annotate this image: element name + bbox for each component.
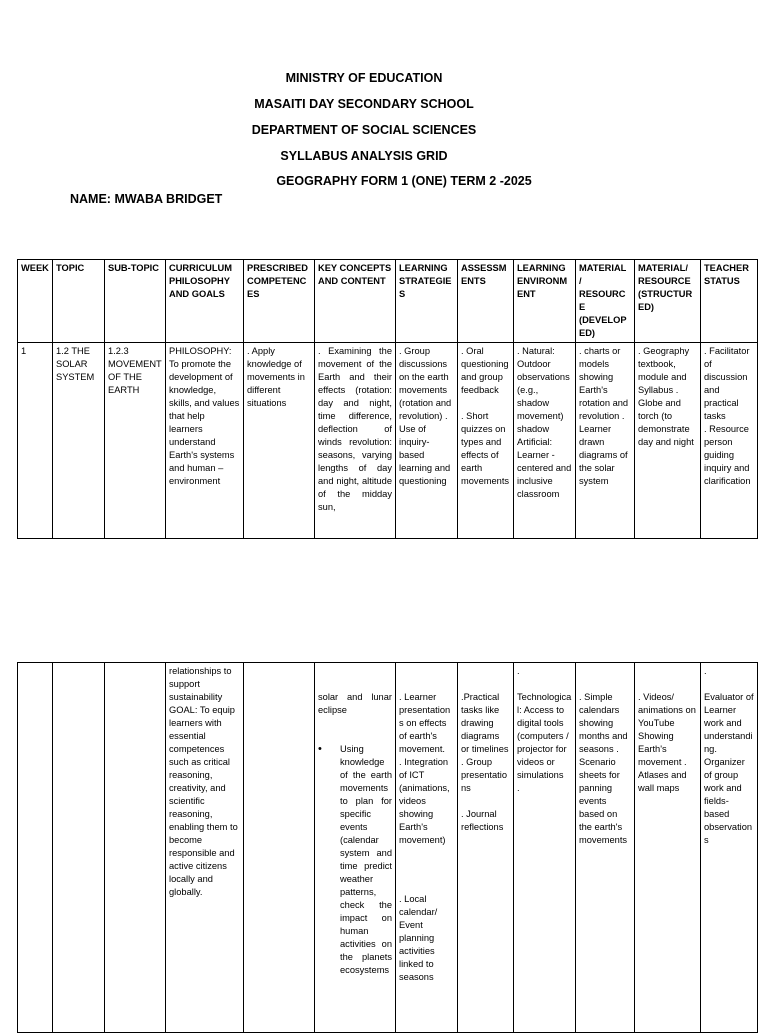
assessment-item: . Short quizzes on types and effects of earth movements bbox=[461, 411, 510, 486]
status-item: Evaluator of Learner work and understanding. Organizer of group work and fields-based observations bbox=[704, 692, 754, 845]
strategy-item: . Local calendar/ Event planning activities linked to seasons bbox=[399, 894, 438, 982]
environment-marker: . bbox=[517, 666, 520, 676]
subtopic-cell bbox=[105, 663, 166, 1033]
status-item: . Facilitator of discussion and practical tasks bbox=[704, 346, 750, 421]
column-header-philosophy: CURRICULUM PHILOSOPHY AND GOALS bbox=[166, 260, 244, 343]
status-cell bbox=[701, 663, 758, 1033]
concept-bullet-text: Using knowledge of the earth movements to plan for specific events (calendar system and time predict weather patterns, check the impact on human activities on the planets ecosystems bbox=[340, 744, 392, 975]
column-header-subtopic: SUB-TOPIC bbox=[105, 260, 166, 343]
concept-item: solar and lunar eclipse bbox=[318, 692, 392, 715]
concepts-cell: . Examining the movement of the Earth and their effects (rotation: day and night, time difference, deflection of winds revolution: seasons, varying lengths of day and night, altitude of the midday sun, bbox=[315, 343, 396, 539]
column-header-competences: PRESCRIBED COMPETENCES bbox=[244, 260, 315, 343]
structured-resource-cell bbox=[635, 663, 701, 1033]
topic-cell bbox=[53, 663, 105, 1033]
column-header-week: WEEK bbox=[18, 260, 53, 343]
developed-resource-item: . Simple calendars showing months and seasons . Scenario sheets for panning events based on the earth's movements bbox=[579, 692, 628, 845]
structured-resource-cell: . Geography textbook, module and Syllabus . Globe and torch (to demonstrate day and night bbox=[635, 343, 701, 539]
philosophy-cell: relationships to support sustainability GOAL: To equip learners with essential competences such as critical reasoning, creativity, and scientific reasoning, enabling them to become responsible and active citizens locally and globally. bbox=[166, 663, 244, 1033]
structured-resource-item: . Videos/ animations on YouTube Showing Earth's movement . Atlases and wall maps bbox=[638, 692, 696, 793]
syllabus-grid-table bbox=[17, 259, 758, 539]
assessment-item: . Journal reflections bbox=[461, 809, 504, 832]
column-header-environment: LEARNING ENVIRONMENT bbox=[514, 260, 576, 343]
developed-resource-cell bbox=[576, 663, 635, 1033]
column-header-structured: MATERIAL/ RESOURCE (STRUCTURED) bbox=[635, 260, 701, 343]
teacher-name: NAME: MWABA BRIDGET bbox=[70, 192, 223, 206]
assessment-item: . Oral questioning and group feedback bbox=[461, 346, 509, 395]
assessments-cell bbox=[458, 663, 514, 1033]
column-header-developed: MATERIAL / RESOURCE (DEVELOPED) bbox=[576, 260, 635, 343]
document-title: SYLLABUS ANALYSIS GRID bbox=[280, 149, 448, 163]
week-cell bbox=[18, 663, 53, 1033]
assessment-item: .Practical tasks like drawing diagrams or timelines bbox=[461, 692, 509, 754]
environment-item: Technological: Access to digital tools (computers / projector for videos or simulations bbox=[517, 692, 572, 780]
syllabus-grid-continuation-table bbox=[17, 662, 758, 1033]
strategies-cell: . Group discussions on the earth movements (rotation and revolution) . Use of inquiry-based learning and questioning bbox=[396, 343, 458, 539]
table-row bbox=[18, 663, 758, 1033]
topic-cell: 1.2 THE SOLAR SYSTEM bbox=[53, 343, 105, 539]
environment-cell bbox=[514, 663, 576, 1033]
concept-bullet-item bbox=[318, 743, 392, 977]
concepts-cell bbox=[315, 663, 396, 1033]
column-header-topic: TOPIC bbox=[53, 260, 105, 343]
environment-marker: . bbox=[517, 783, 520, 793]
column-header-assessments: ASSESSMENTS bbox=[458, 260, 514, 343]
environment-cell: . Natural: Outdoor observations (e.g., shadow movement) shadow Artificial: Learner - centered and inclusive classroom bbox=[514, 343, 576, 539]
week-cell: 1 bbox=[18, 343, 53, 539]
subtopic-cell: 1.2.3 MOVEMENT OF THE EARTH bbox=[105, 343, 166, 539]
bullet-icon: • bbox=[318, 743, 322, 755]
assessment-item: . Group presentations bbox=[461, 757, 507, 793]
strategy-item: . Learner presentations on effects of earth's movement. bbox=[399, 692, 451, 754]
table-row bbox=[18, 343, 758, 539]
subject-heading: GEOGRAPHY FORM 1 (ONE) TERM 2 -2025 bbox=[276, 174, 532, 188]
column-header-concepts: KEY CONCEPTS AND CONTENT bbox=[315, 260, 396, 343]
competences-cell bbox=[244, 663, 315, 1033]
philosophy-cell: PHILOSOPHY: To promote the development of knowledge, skills, and values that help learners understand Earth's systems and human – environment bbox=[166, 343, 244, 539]
status-marker: . bbox=[704, 666, 707, 676]
ministry-heading: MINISTRY OF EDUCATION bbox=[285, 71, 443, 85]
header-row bbox=[18, 260, 758, 343]
column-header-status: TEACHER STATUS bbox=[701, 260, 758, 343]
strategy-item: . Integration of ICT (animations, videos showing Earth's movement) bbox=[399, 757, 450, 845]
competences-cell: . Apply knowledge of movements in different situations bbox=[244, 343, 315, 539]
strategies-cell bbox=[396, 663, 458, 1033]
developed-resource-cell: . charts or models showing Earth's rotation and revolution . Learner drawn diagrams of the solar system bbox=[576, 343, 635, 539]
school-heading: MASAITI DAY SECONDARY SCHOOL bbox=[254, 97, 474, 111]
assessments-cell bbox=[458, 343, 514, 539]
department-heading: DEPARTMENT OF SOCIAL SCIENCES bbox=[251, 123, 477, 137]
column-header-strategies: LEARNING STRATEGIES bbox=[396, 260, 458, 343]
status-cell bbox=[701, 343, 758, 539]
status-item: . Resource person guiding inquiry and clarification bbox=[704, 424, 751, 486]
